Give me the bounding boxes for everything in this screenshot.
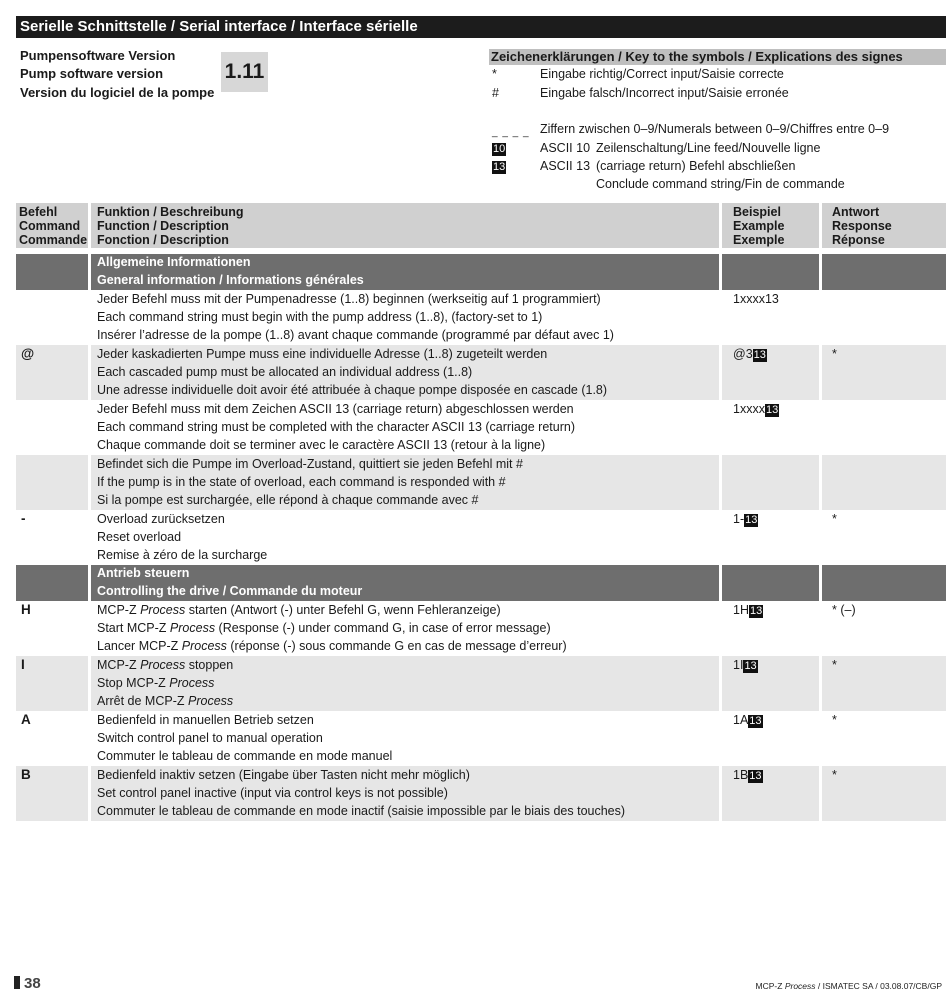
- cr-symbol: 13: [493, 161, 506, 173]
- table-row: H MCP-Z Process starten (Antwort (-) unter Befehl G, wenn Fehleranzeige) Start MCP-Z Process (Response (-) under command G, in case of error message) Lancer MCP-Z Process (réponse (-) sous commande G en cas de message d’erreur) 1H13 * (–): [16, 601, 946, 656]
- page-number: 38: [14, 975, 41, 993]
- example: 1-: [733, 512, 745, 526]
- cr-symbol: 13: [749, 770, 762, 782]
- legend-star-symbol: *: [492, 67, 497, 81]
- response: *: [822, 766, 946, 821]
- legend-digits-text: Ziffern zwischen 0–9/Numerals between 0–9/Chiffres entre 0–9: [540, 122, 890, 136]
- table-row: A Bedienfeld in manuellen Betrieb setzen Switch control panel to manual operation Commuter le tableau de commande en mode manuel 1A13 *: [16, 711, 946, 766]
- response: *: [822, 656, 946, 711]
- legend-title: Zeichenerklärungen / Key to the symbols / Explications des signes: [489, 49, 946, 65]
- command: B: [16, 766, 88, 821]
- version-label-en: Pump software version: [20, 66, 164, 81]
- example: 1xxxx13: [733, 292, 779, 306]
- section-header: Serielle Schnittstelle / Serial interface / Interface sérielle: [16, 16, 946, 38]
- section-row-drive: Antrieb steuern Controlling the drive / Commande du moteur: [16, 565, 946, 601]
- legend-cr-code: ASCII 13: [540, 159, 591, 173]
- table-row: Befindet sich die Pumpe im Overload-Zustand, quittiert sie jeden Befehl mit # If the pump is in the state of overload, each command is responded with # Si la pompe est surchargée, elle répond à chaque commande avec #: [16, 455, 946, 510]
- example: 1B: [733, 768, 749, 782]
- command: A: [21, 712, 31, 727]
- col-header-response: Antwort Response Réponse: [822, 203, 946, 248]
- example: 1H: [733, 603, 749, 617]
- legend-star-text: Eingabe richtig/Correct input/Saisie correcte: [540, 67, 784, 81]
- table-row: B Bedienfeld inaktiv setzen (Eingabe über Tasten nicht mehr möglich) Set control panel inactive (input via control keys is not possible) Commuter le tableau de commande en mode inactif (saisie impossible par le biais des touches) 1B13 *: [16, 766, 946, 821]
- legend-cr-text: (carriage return) Befehl abschließen: [596, 159, 796, 173]
- response: * (–): [832, 603, 856, 617]
- version-value: 1.11: [221, 52, 268, 92]
- example: 1xxxx: [733, 402, 765, 416]
- response: *: [822, 345, 946, 400]
- col-header-function: Funktion / Beschreibung Function / Description Fonction / Description: [91, 203, 719, 248]
- cr-symbol: 13: [749, 715, 762, 727]
- col-header-example: Beispiel Example Exemple: [722, 203, 819, 248]
- example: 1A: [733, 713, 749, 727]
- example: 1I: [733, 658, 744, 672]
- table-row: @ Jeder kaskadierten Pumpe muss eine individuelle Adresse (1..8) zugeteilt werden Each cascaded pump must be allocated an individual address (1..8) Une adresse individuelle doit avoir été attribuée à chaque pompe disposée en cascade (1.8) @313 *: [16, 345, 946, 400]
- response: *: [832, 512, 837, 526]
- example: @3: [733, 347, 753, 361]
- command: I: [16, 656, 88, 711]
- table-row: - Overload zurücksetzen Reset overload Remise à zéro de la surcharge 1-13 *: [16, 510, 946, 565]
- cr-symbol: 13: [745, 514, 758, 526]
- table-row: Jeder Befehl muss mit dem Zeichen ASCII 13 (carriage return) abgeschlossen werden Each command string must be completed with the character ASCII 13 (carriage return) Chaque commande doit se terminer avec le caractère ASCII 13 (retour à la ligne) 1xxxx13: [97, 402, 779, 453]
- table-row: Jeder Befehl muss mit der Pumpenadresse (1..8) beginnen (werkseitig auf 1 programmiert) Each command string must begin with the pump address (1..8), (factory-set to 1) Insérer l’adresse de la pompe (1..8) avant chaque commande (programmé par défaut avec 1) 1xxxx13: [16, 290, 946, 345]
- response: *: [832, 713, 837, 727]
- command: -: [21, 511, 26, 526]
- legend-lf-code: ASCII 10: [540, 141, 591, 155]
- command: H: [21, 602, 31, 617]
- legend-hash-symbol: #: [492, 86, 499, 100]
- cr-symbol: 13: [749, 605, 763, 617]
- command: @: [16, 345, 88, 400]
- legend-lf-text: Zeilenschaltung/Line feed/Nouvelle ligne: [596, 141, 821, 155]
- section-row-general: Allgemeine Informationen General information / Informations générales: [16, 254, 946, 290]
- cr-symbol: 13: [744, 660, 757, 672]
- col-header-command: Befehl Command Commande: [16, 203, 88, 248]
- version-label-de: Pumpensoftware Version: [20, 48, 176, 63]
- legend-hash-text: Eingabe falsch/Incorrect input/Saisie erronée: [540, 86, 789, 100]
- version-label-fr: Version du logiciel de la pompe: [20, 85, 215, 100]
- legend-cr-text2: Conclude command string/Fin de commande: [596, 177, 845, 191]
- table-row: I MCP-Z Process stoppen Stop MCP-Z Process Arrêt de MCP-Z Process 1I13 *: [16, 656, 946, 711]
- cr-symbol: 13: [753, 349, 766, 361]
- legend-digits-symbol: _ _ _ _: [492, 127, 530, 138]
- cr-symbol: 13: [765, 404, 779, 416]
- lf-symbol: 10: [493, 143, 506, 155]
- document-footer: MCP-Z Process / ISMATEC SA / 03.08.07/CB/GP: [755, 981, 942, 991]
